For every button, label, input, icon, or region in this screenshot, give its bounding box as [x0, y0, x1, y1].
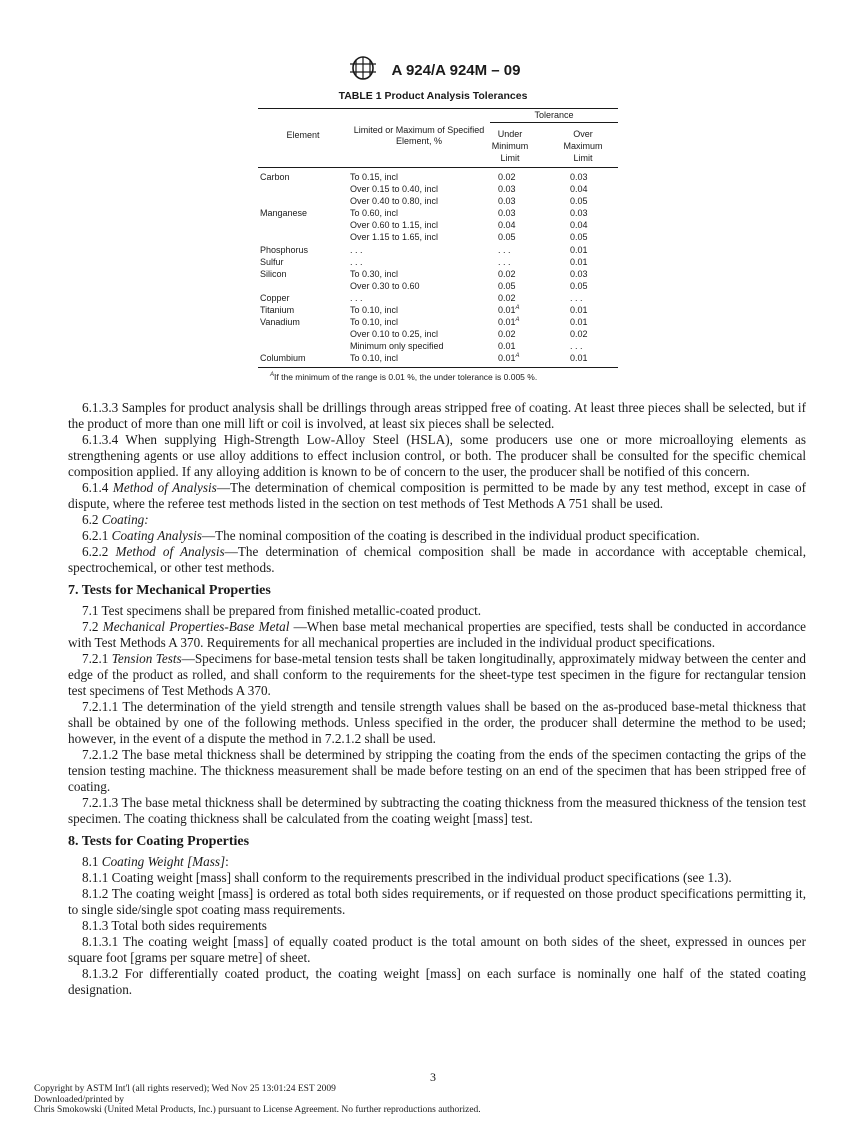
cell-under: 0.03 — [498, 208, 516, 219]
cell-under: . . . — [498, 244, 511, 255]
footer-line: Chris Smokowski (United Metal Products, Inc.) pursuant to License Agreement. No further reproductions authorized. — [34, 1105, 481, 1115]
cell-limit: . . . — [350, 292, 363, 303]
document-number: A 924/A 924M – 09 — [391, 62, 521, 79]
tolerance-rule — [490, 122, 618, 123]
cell-under: . . . — [498, 256, 511, 267]
document-body — [68, 400, 806, 998]
table-row — [258, 183, 618, 195]
cell-limit: Over 0.60 to 1.15, incl — [350, 220, 439, 231]
cell-under: 0.02 — [498, 329, 516, 340]
cell-over: 0.05 — [570, 196, 588, 207]
cell-element: Titanium — [260, 305, 295, 316]
paragraph-6-1-4: 6.1.4 Method of Analysis—The determination of chemical composition is permitted to be made by any test method, except in case of dispute, where the referee test methods listed in the section on test methods of Test Methods A 751 shall be used. — [68, 480, 806, 511]
page-number: 3 — [430, 1070, 436, 1084]
col-header-element: Element — [286, 130, 320, 140]
cell-limit: To 0.30, incl — [350, 268, 399, 279]
table-row — [258, 256, 618, 268]
footnote-marker: A — [515, 317, 520, 324]
table-row — [258, 195, 618, 207]
cell-over: 0.01 — [570, 353, 588, 364]
cell-over: . . . — [570, 341, 583, 352]
table-row — [258, 219, 618, 231]
copyright-footer — [34, 1084, 481, 1116]
cell-over: 0.01 — [570, 305, 588, 316]
table-row — [258, 280, 618, 292]
cell-limit: Over 0.40 to 0.80, incl — [350, 196, 439, 207]
astm-logo-icon — [346, 56, 380, 85]
paragraph-7-2-1: 7.2.1 Tension Tests—Specimens for base-metal tension tests shall be taken longitudinally, approximately midway between the center and edge of the product as rolled, and shall conform to the requirements for the sheet-type test specimen in the figure for rectangular tension test specimens of Test Methods A 370. — [68, 651, 806, 698]
col-header-limit: Limited or Maximum of Specified Element, % — [353, 125, 485, 146]
cell-over: 0.01 — [570, 256, 588, 267]
cell-element: Silicon — [260, 268, 287, 279]
cell-limit: To 0.10, incl — [350, 317, 399, 328]
table-bottom-rule — [258, 367, 618, 368]
table-row — [258, 244, 618, 256]
cell-limit: Over 0.10 to 0.25, incl — [350, 329, 439, 340]
cell-under: 0.04 — [498, 220, 516, 231]
cell-over: 0.04 — [570, 184, 588, 195]
cell-limit: Over 1.15 to 1.65, incl — [350, 232, 439, 243]
header-bottom-rule — [258, 167, 618, 168]
cell-under: $0.01^A$ — [498, 317, 520, 328]
table-row — [258, 207, 618, 219]
cell-under: $0.01^A$ — [498, 353, 520, 364]
footer-line: Copyright by ASTM Int'l (all rights reserved); Wed Nov 25 13:01:24 EST 2009 — [34, 1084, 336, 1094]
cell-under: 0.05 — [498, 280, 516, 291]
cell-under: 0.05 — [498, 232, 516, 243]
cell-under: 0.02 — [498, 268, 516, 279]
cell-limit: . . . — [350, 256, 363, 267]
paragraph-8-1-3-1: 8.1.3.1 The coating weight [mass] of equally coated product is the total amount on both sides of the sheet, expressed in ounces per square foot [grams per square metre] of sheet. — [68, 934, 806, 965]
cell-under: $0.01^A$ — [498, 305, 520, 316]
section-heading-7: 7. Tests for Mechanical Properties — [68, 583, 271, 598]
cell-limit: To 0.60, incl — [350, 208, 399, 219]
footnote-marker: A — [515, 305, 520, 312]
table-row — [258, 292, 618, 304]
paragraph-7-1: 7.1 Test specimens shall be prepared from finished metallic-coated product. — [82, 603, 482, 618]
cell-over: 0.02 — [570, 329, 588, 340]
col-header-tolerance: Tolerance — [534, 110, 574, 120]
cell-limit: To 0.10, incl — [350, 353, 399, 364]
cell-under: 0.01 — [498, 341, 516, 352]
paragraph-6-2: 6.2 Coating: — [82, 512, 149, 527]
paragraph-6-1-3-3: 6.1.3.3 Samples for product analysis shall be drillings through areas stripped free of coating. At least three pieces shall be selected, but if the product of more than one mill lift or coil is involved, at least six pieces shall be selected. — [68, 400, 806, 431]
page-header — [0, 56, 866, 85]
table-top-rule — [258, 108, 618, 109]
table-title: TABLE 1 Product Analysis Tolerances — [338, 90, 528, 102]
paragraph-7-2-1-3: 7.2.1.3 The base metal thickness shall be determined by subtracting the coating thickness from the measured thickness of the tension test specimen. The coating thickness shall be calculated from the coating weight [mass] test. — [68, 795, 806, 826]
paragraph-7-2: 7.2 Mechanical Properties-Base Metal —When base metal mechanical properties are specified, tests shall be conducted in accordance with Test Methods A 370. Requirements for all mechanical properties are included in the individual product specifications. — [68, 619, 807, 650]
paragraph-8-1-3: 8.1.3 Total both sides requirements — [82, 918, 267, 933]
cell-over: 0.03 — [570, 208, 588, 219]
cell-element: Carbon — [260, 172, 290, 182]
cell-limit: To 0.10, incl — [350, 305, 399, 316]
cell-over: 0.03 — [570, 172, 588, 182]
cell-element: Manganese — [260, 208, 308, 219]
cell-over: 0.04 — [570, 220, 588, 231]
paragraph-8-1: 8.1 Coating Weight [Mass]: — [82, 854, 229, 869]
cell-limit: Over 0.30 to 0.60 — [350, 280, 420, 291]
table-row — [258, 231, 618, 243]
cell-limit: Over 0.15 to 0.40, incl — [350, 184, 439, 195]
paragraph-6-2-2: 6.2.2 Method of Analysis—The determination of chemical composition shall be made in accordance with acceptable chemical, spectrochemical, or other test methods. — [68, 544, 806, 575]
paragraph-6-1-3-4: 6.1.3.4 When supplying High-Strength Low-Alloy Steel (HSLA), some producers use one or more microalloying elements as strengthening agents or use alloy additions to effect inclusion control, or both. The producer shall be consulted for the specific chemical composition applied. If any alloying addition is known to be of concern to the user, the producer shall be notified of this concern. — [68, 432, 806, 479]
col-header-over: Over Maximum Limit — [563, 129, 603, 163]
cell-under: 0.03 — [498, 184, 516, 195]
cell-under: 0.03 — [498, 196, 516, 207]
table-row — [258, 304, 618, 316]
cell-over: 0.05 — [570, 232, 588, 243]
cell-element: Phosphorus — [260, 244, 309, 255]
cell-element: Vanadium — [260, 317, 300, 328]
footnote-marker: A — [515, 353, 520, 360]
cell-element: Sulfur — [260, 256, 284, 267]
cell-under: 0.02 — [498, 292, 516, 303]
table-body — [258, 171, 618, 365]
cell-over: 0.01 — [570, 317, 588, 328]
cell-element: Columbium — [260, 353, 306, 364]
table-row — [258, 171, 618, 183]
table-row — [258, 352, 618, 364]
paragraph-7-2-1-1: 7.2.1.1 The determination of the yield strength and tensile strength values shall be based on the as-produced base-metal thickness that shall be obtained by one of the following methods. Unless specified in the order, the producer shall determine the method to be used; however, in the event of a dispute the method in 7.2.1.2 shall be used. — [68, 699, 806, 746]
section-heading-8: 8. Tests for Coating Properties — [68, 834, 250, 849]
col-header-under: Under Minimum Limit — [491, 129, 529, 163]
table-row — [258, 328, 618, 340]
table-row — [258, 316, 618, 328]
cell-under: 0.02 — [498, 172, 516, 182]
cell-limit: . . . — [350, 244, 363, 255]
cell-over: . . . — [570, 292, 583, 303]
paragraph-8-1-3-2: 8.1.3.2 For differentially coated product, the coating weight [mass] on each surface is nominally one half of the stated coating designation. — [68, 966, 806, 997]
cell-over: 0.03 — [570, 268, 588, 279]
cell-over: 0.05 — [570, 280, 588, 291]
paragraph-8-1-2: 8.1.2 The coating weight [mass] is ordered as total both sides requirements, or if requested on those product specifications permitting it, to single side/single spot coating mass requirements. — [68, 886, 806, 917]
paragraph-6-2-1: 6.2.1 Coating Analysis—The nominal composition of the coating is described in the individual product specification. — [82, 528, 700, 543]
paragraph-7-2-1-2: 7.2.1.2 The base metal thickness shall be determined by stripping the coating from the ends of the specimen contacting the grips of the tension testing machine. The thickness measurement shall be made before testing on an end of the specimen that has been stripped free of coating. — [68, 747, 806, 794]
footer-line: Downloaded/printed by — [34, 1094, 124, 1105]
table-footnote: $^A$If the minimum of the range is 0.01 %, the under tolerance is 0.005 %. — [270, 372, 538, 382]
table-row — [258, 268, 618, 280]
table-row — [258, 340, 618, 352]
cell-over: 0.01 — [570, 244, 588, 255]
cell-limit: To 0.15, incl — [350, 172, 399, 182]
paragraph-8-1-1: 8.1.1 Coating weight [mass] shall conform to the requirements prescribed in the individual product specifications (see 1.3). — [82, 870, 732, 885]
cell-limit: Minimum only specified — [350, 341, 444, 352]
cell-element: Copper — [260, 292, 290, 303]
